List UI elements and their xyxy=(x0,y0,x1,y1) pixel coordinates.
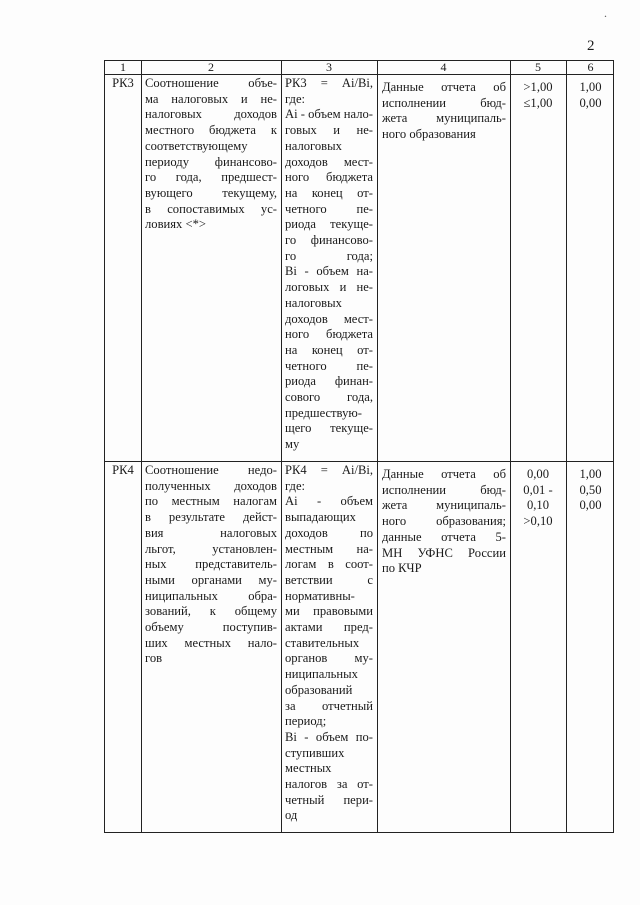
cell-text-line: ного образования; xyxy=(382,514,506,529)
cell-text-line: ного образования xyxy=(382,127,476,142)
cell-text-line: местных xyxy=(285,761,332,776)
cell-text-line: в сопоставимых ус- xyxy=(145,201,277,216)
cell-text-line: доходов по xyxy=(285,525,373,540)
column-header-6: 6 xyxy=(587,60,594,74)
row-rk4-code: РК4 xyxy=(112,463,134,477)
cell-text-line: щего текуще- xyxy=(285,421,373,436)
cell-text-line: гов xyxy=(145,651,163,666)
cell-text-line: Ai - объем xyxy=(285,494,373,509)
cell-value: 1,00 xyxy=(579,467,602,481)
page-corner-mark: . xyxy=(604,6,607,20)
cell-text-line: го финансово- xyxy=(285,233,373,248)
cell-text-line: доходов мест- xyxy=(285,154,373,169)
cell-text-line: доходов мест- xyxy=(285,311,373,326)
cell-text-line: налоговых доходов xyxy=(145,107,277,122)
page-number: 2 xyxy=(587,38,595,54)
cell-text-line: од xyxy=(285,808,298,823)
cell-value: >0,10 xyxy=(523,514,553,529)
cell-text-line: полученных доходов xyxy=(145,478,277,493)
cell-text-line: Ai - объем нало- xyxy=(285,107,373,122)
cell-text-line: ших местных нало- xyxy=(145,635,277,650)
cell-text-line: исполнении бюд- xyxy=(382,482,506,497)
cell-text-line: в результате дейст- xyxy=(145,510,277,525)
cell-text-line: ниципальных xyxy=(285,667,358,682)
indicator-table xyxy=(104,60,614,833)
cell-text-line: объему поступив- xyxy=(145,620,277,635)
cell-text-line: му xyxy=(285,437,300,452)
cell-text-line: жета муниципаль- xyxy=(382,111,506,126)
row-rk4-description xyxy=(145,463,277,667)
cell-text-line: ниципальных обра- xyxy=(145,588,277,603)
cell-text-line: Соотношение недо- xyxy=(145,463,277,477)
row-rk4-thresholds xyxy=(510,467,566,530)
cell-text-line: жета муниципаль- xyxy=(382,498,506,513)
cell-text-line: МН УФНС России xyxy=(382,545,506,560)
cell-text-line: налоговых xyxy=(285,295,342,310)
cell-text-line: ставительных xyxy=(285,635,360,650)
cell-value: 0,01 - xyxy=(523,482,553,497)
cell-text-line: зований, к общему xyxy=(145,604,277,619)
column-header-4: 4 xyxy=(440,60,447,74)
cell-text-line: сового года, xyxy=(285,390,373,405)
cell-text-line: четного пе- xyxy=(285,358,373,373)
cell-text-line: логовых и не- xyxy=(285,280,373,295)
cell-value: 0,00 xyxy=(579,498,602,513)
column-header-1: 1 xyxy=(120,60,126,74)
column-header-5: 5 xyxy=(535,60,541,74)
row-rk3-scores xyxy=(566,80,615,111)
cell-text-line: по местным налогам xyxy=(145,494,277,509)
cell-text-line: исполнении бюд- xyxy=(382,95,506,110)
cell-text-line: на конец от- xyxy=(285,342,373,357)
cell-value: 1,00 xyxy=(579,80,602,94)
cell-text-line: ветствии с xyxy=(285,572,373,587)
cell-value: ≤1,00 xyxy=(523,95,553,110)
cell-text-line: Данные отчета об xyxy=(382,467,506,481)
cell-text-line: Bi - объем по- xyxy=(285,729,373,744)
cell-value: 0,00 xyxy=(579,95,602,110)
row-rk4-formula xyxy=(285,463,373,824)
cell-text-line: Соотношение объе- xyxy=(145,76,277,90)
cell-text-line: Данные отчета об xyxy=(382,80,506,94)
cell-text-line: местным на- xyxy=(285,541,373,556)
cell-text-line: органов му- xyxy=(285,651,373,666)
column-header-3: 3 xyxy=(326,60,332,74)
cell-text-line: образований xyxy=(285,682,353,697)
cell-text-line: на конец от- xyxy=(285,185,373,200)
cell-value: >1,00 xyxy=(523,80,553,94)
cell-text-line: ми правовыми xyxy=(285,604,373,619)
cell-text-line: за отчетный xyxy=(285,698,373,713)
row-rk3-source xyxy=(382,80,506,143)
cell-text-line: предшествую- xyxy=(285,405,362,420)
row-rk4-source xyxy=(382,467,506,577)
row-rk3-code: РК3 xyxy=(112,76,134,90)
cell-text-line: соответствующему xyxy=(145,138,248,153)
cell-text-line: четный пери- xyxy=(285,792,373,807)
cell-text-line: вующего текущему, xyxy=(145,185,277,200)
cell-text-line: ными органами му- xyxy=(145,572,277,587)
cell-text-line: риода финан- xyxy=(285,374,373,389)
cell-text-line: го года, предшест- xyxy=(145,170,277,185)
row-rk3-formula xyxy=(285,76,373,453)
cell-text-line: период; xyxy=(285,714,327,729)
cell-text-line: налоговых xyxy=(285,138,342,153)
cell-text-line: где: xyxy=(285,478,306,493)
row-rk3-description xyxy=(145,76,277,233)
cell-value: 0,10 xyxy=(526,498,550,513)
cell-text-line: РК3 = Ai/Bi, xyxy=(285,76,373,90)
cell-text-line: периоду финансово- xyxy=(145,154,277,169)
cell-text-line: вия налоговых xyxy=(145,525,277,540)
cell-value: 0,50 xyxy=(579,482,602,497)
cell-text-line: местного бюджета к xyxy=(145,123,277,138)
cell-text-line: где: xyxy=(285,91,306,106)
cell-text-line: логам в соот- xyxy=(285,557,373,572)
cell-text-line: ступивших xyxy=(285,745,345,760)
row-rk3-thresholds xyxy=(510,80,566,111)
cell-text-line: нормативны- xyxy=(285,588,355,603)
cell-text-line: выпадающих xyxy=(285,510,356,525)
cell-text-line: говых и не- xyxy=(285,123,373,138)
cell-text-line: актами пред- xyxy=(285,620,373,635)
cell-text-line: ных представитель- xyxy=(145,557,277,572)
cell-text-line: риода текуще- xyxy=(285,217,373,232)
cell-text-line: го года; xyxy=(285,248,373,263)
cell-text-line: Bi - объем на- xyxy=(285,264,373,279)
cell-text-line: ного бюджета xyxy=(285,327,373,342)
row-rk4-scores xyxy=(566,467,615,514)
cell-text-line: четного пе- xyxy=(285,201,373,216)
cell-text-line: данные отчета 5- xyxy=(382,529,506,544)
cell-text-line: льгот, установлен- xyxy=(145,541,277,556)
column-header-2: 2 xyxy=(208,60,214,74)
cell-text-line: по КЧР xyxy=(382,561,422,576)
cell-value: 0,00 xyxy=(526,467,550,481)
cell-text-line: РК4 = Ai/Bi, xyxy=(285,463,373,477)
cell-text-line: ловиях <*> xyxy=(145,217,207,232)
cell-text-line: ного бюджета xyxy=(285,170,373,185)
cell-text-line: налогов за от- xyxy=(285,777,373,792)
cell-text-line: ма налоговых и не- xyxy=(145,91,277,106)
